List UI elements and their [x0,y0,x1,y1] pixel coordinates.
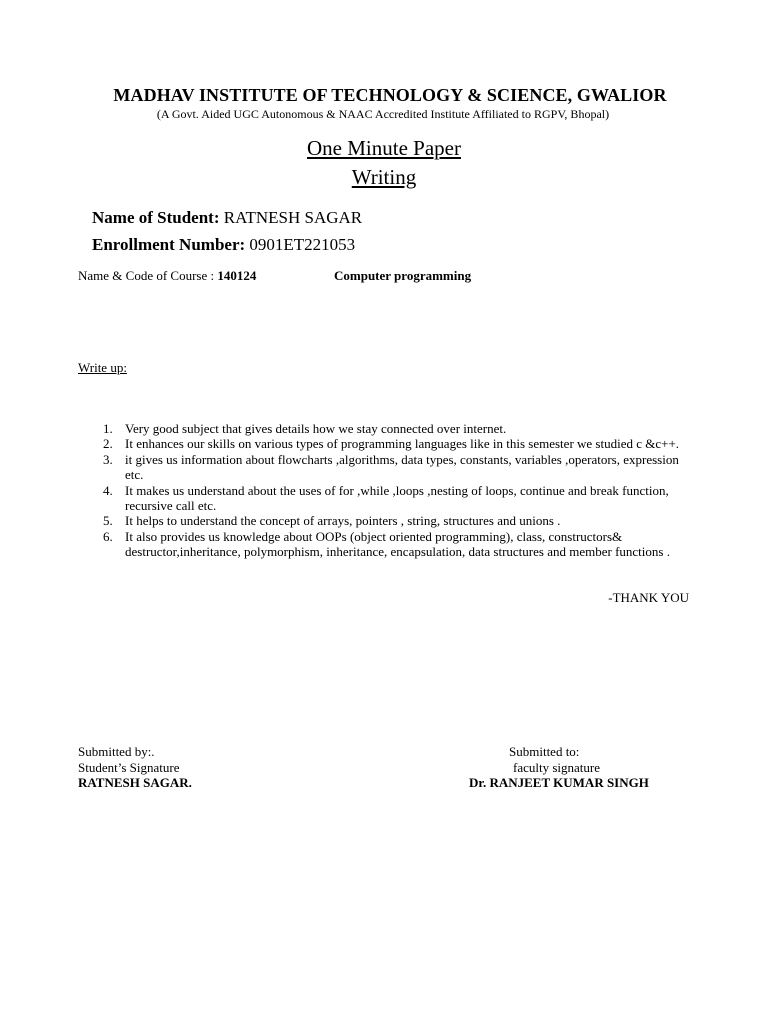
writeup-list [0,421,768,560]
list-item [0,421,690,436]
course-line [78,268,472,284]
list-item [0,483,690,514]
list-item-text: it gives us information about flowcharts ,algorithms, data types, constants, variables ,operators, expression etc. [125,451,679,483]
list-item-number: 5. [103,513,113,529]
faculty-name: Dr. RANJEET KUMAR SINGH [469,775,649,790]
institute-subtitle: (A Govt. Aided UGC Autonomous & NAAC Accredited Institute Affiliated to RGPV, Bhopal) [156,107,610,121]
list-item-number: 4. [103,482,113,498]
student-name-label: Name of Student: [92,208,220,227]
list-item [0,513,690,528]
student-name-value: RATNESH SAGAR [223,208,363,227]
writeup-heading: Write up: [78,360,127,375]
enrollment-label: Enrollment Number: [92,235,246,254]
enrollment-value: 0901ET221053 [249,235,356,254]
list-item [0,452,690,483]
submitter-name: RATNESH SAGAR. [78,775,192,790]
list-item [0,436,690,451]
enrollment-line [92,235,355,255]
student-name-line [92,208,362,228]
course-code: 140124 [217,268,257,283]
list-item-number: 6. [103,528,113,544]
course-label: Name & Code of Course : [78,268,215,283]
list-item-text: It makes us understand about the uses of for ,while ,loops ,nesting of loops, continue and break function, recursive call etc. [125,482,669,514]
course-name: Computer programming [334,268,472,283]
submitted-to-label: Submitted to: [509,744,580,759]
list-item-number: 2. [103,436,113,452]
faculty-signature-label: faculty signature [513,759,600,775]
list-item-text: It also provides us knowledge about OOPs (object oriented programming), class, constructors& destructor,inheritance, polymorphism, inheritance, encapsulation, data structures and member functions . [125,528,670,560]
institute-name: MADHAV INSTITUTE OF TECHNOLOGY & SCIENCE, GWALIOR [113,85,667,105]
submitted-by-label: Submitted by:. [78,744,155,759]
list-item [0,529,690,560]
list-item-number: 1. [103,421,113,436]
student-signature-label: Student’s Signature [78,759,180,775]
submitted-by-block [78,744,192,791]
list-item-text: It helps to understand the concept of arrays, pointers , string, structures and unions . [125,513,561,529]
list-item-text: Very good subject that gives details how we stay connected over internet. [125,421,507,436]
list-item-text: It enhances our skills on various types of programming languages like in this semester we studied c &c++. [125,436,680,452]
paper-title: One Minute Paper [307,136,461,160]
closing-text: -THANK YOU [608,590,689,605]
paper-subtitle: Writing [351,165,417,189]
list-item-number: 3. [103,451,113,467]
